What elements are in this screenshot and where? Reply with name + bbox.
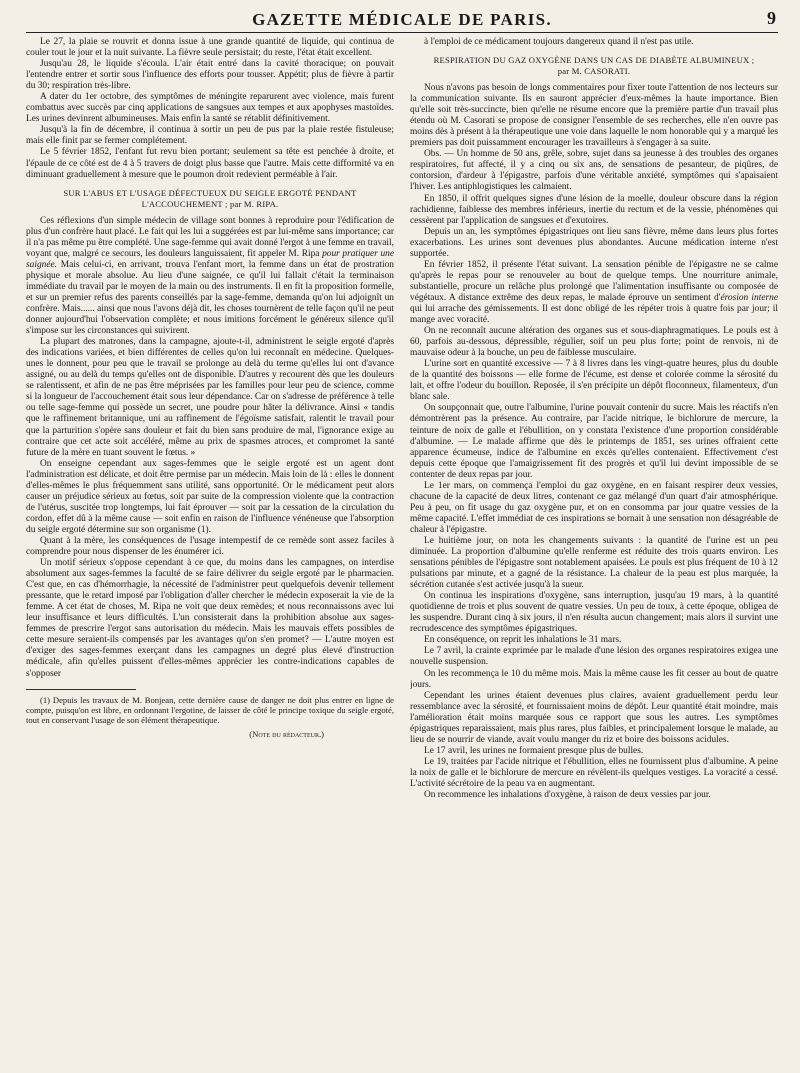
paragraph [410,260,778,326]
paragraph: Jusqu'au 28, le liquide s'écoula. L'air était entré dans la cavité thoracique; on pouvait l'entendre entrer et sortir sous l'influence des efforts pour tousser. Appétit; plus de fièvre à partir du 30; respiration très-libre. [26,59,394,92]
paragraph: La plupart des matrones, dans la campagne, ajoute-t-il, administrent le seigle ergoté d'après des indications variées, et bien différentes de celles qu'on lui reconnaît en médecine. Quelques-unes le donnent, pour peu que le travail se prolonge au delà du terme qu'elles lui ont d'avance assigné, ou au delà du temps qu'elles ont de disponible. D'autres y recourent dès que les douleurs se ralentissent, et afin de ne pas être méprisées par les familles pour leur peu de science, comme si la longueur de l'accouchement était sous leur dépendance. Car on s'adresse de préférence à telle ou telle sage-femme qui possède un secret, une poudre pour hâter la délivrance. Ainsi « tandis que le raffinement britannique, uni au raffinement de l'égoïsme satisfait, ralentit le travail pour que la parturition s'opère sans douleur et fait du bien sans produire de mal, l'ignorance exige au contraire que cet acte soit accéléré, même au prix de spasmes atroces, et compromet la santé future de la mère en tuant souvent le fœtus. » [26,337,394,458]
section-title [410,55,778,77]
footnote: (1) Depuis les travaux de M. Bonjean, cette dernière cause de danger ne doit plus entrer en ligne de compte, puisqu'on est libre, en ordonnant l'ergotine, de laisser de côté le principe toxique du seigle ergoté, tout en conservant l'usage de son élément thérapeutique. [26,694,394,726]
paragraph: Le 7 avril, la crainte exprimée par le malade d'une lésion des organes respiratoires exigea une nouvelle suspension. [410,646,778,668]
section-title: SUR L'ABUS ET L'USAGE DÉFECTUEUX DU SEIGLE ERGOTÉ PENDANT L'ACCOUCHEMENT ; par M. RIPA. [63,187,357,209]
paragraph: On les recommença le 10 du même mois. Mais la même cause les fit cesser au bout de quatre jours. [410,668,778,690]
section-author: par M. CASORATI. [557,66,631,77]
paragraph: En conséquence, on reprit les inhalations le 31 mars. [424,635,622,646]
paragraph: Obs. — Un homme de 50 ans, grêle, sobre, sujet dans sa jeunesse à des troubles des organes respiratoires, fut affecté, il y a cinq ou six ans, de sensations de pesanteur, de piqûres, de contorsion, d'ardeur à l'épigastre, parfois d'une véritable anxiété, symptômes qui s'apaisaient l'hiver. Les antiphlogistiques les calmaient. [410,149,778,193]
italic-text: érosion interne [720,292,778,303]
paragraph: Cependant les urines étaient devenues plus claires, avaient graduellement perdu leur ressemblance avec la sérosité, et fournissaient moins de dépôt. Leur quantité était moindre, mais l'amélioration était moins marquée sous ce rapport que sous les autres. Les symptômes épigastriques reparaissaient, mais plus rares, plus faibles, et principalement lorsque le malade, au lieu de se nourrir de viande, avait voulu manger du riz et boire des boissons acidules. [410,690,778,745]
paragraph: Le 5 février 1852, l'enfant fut revu bien portant; seulement sa tête est penchée à droite, et l'épaule de ce côté est de 4 à 5 travers de doigt plus basse que l'autre. Mais cette difformité va en diminuant graduellement à mesure que le poumon droit redevient perméable à l'air. [26,147,394,180]
paragraph: On ne reconnaît aucune altération des organes sus et sous-diaphragmatiques. Le pouls est à 60, parfois au-dessous, dépressible, régulier, soif un peu plus forte; point de renvois, ni de mauvaise odeur à la bouche, un peu de faiblesse musculaire. [410,326,778,359]
paragraph [26,216,394,338]
paragraph: On recommence les inhalations d'oxygène, à raison de deux vessies par jour. [424,790,711,801]
page-number: 9 [767,8,776,28]
paragraph: Le huitième jour, on nota les changements suivants : la quantité de l'urine est un peu diminuée. La proportion d'albumine qu'elle renferme est réduite des trois quarts environ. Les sensations pénibles de l'épigastre sont notablement apaisées. Le pouls est plus fréquent de 10 à 12 pulsations par minute, et a gagné de la résistance. La chaleur de la peau est plus marquée, la sécrétion cutanée s'est activée jusqu'à la sueur. [410,535,778,591]
paragraph: On soupçonnait que, outre l'albumine, l'urine pouvait contenir du sucre. Mais les réactifs n'en démontrèrent pas la présence. Au contraire, par l'acide nitrique, le bichlorure de mercure, la teinture de noix de galle et l'ébullition, on y constata l'existence d'une proportion considérable d'albumine. — Le malade affirme que dès le printemps de 1851, ses urines offraient cette apparence écumeuse, indice de l'albumine en excès qu'elles contenaient. Effectivement c'est depuis cette époque que l'amaigrissement fit des progrès et qu'il lui devint impossible de se contenter de deux repas par jour. [410,403,778,480]
paragraph: Quant à la mère, les conséquences de l'usage intempestif de ce remède sont assez faciles à comprendre pour nous dispenser de les énumérer ici. [26,535,394,558]
footnote-divider [26,689,136,690]
editor-note: (Note du rédacteur.) [249,728,324,739]
paragraph: On continua les inspirations d'oxygène, sans interruption, jusqu'au 19 mars, à la quantité quotidienne de trois et plus souvent de quatre vessies. Un peu de toux, à cette époque, obligea de les suspendre. Durant cinq à six jours, il n'en résulta aucun changement; mais alors il survint une recrudescence des symptômes épigastriques. [410,591,778,635]
page-header [26,6,778,33]
paragraph: Le 17 avril, les urines ne formaient presque plus de bulles. [424,745,644,756]
paragraph: On enseigne cependant aux sages-femmes que le seigle ergoté est un agent dont l'administration est délicate, et doit être permise par un médecin. Mais loin de là : elles le donnent d'elles-mêmes le plus fréquemment sans utilité, sans opportunité. Or le médicament peut alors causer un préjudice sérieux au fœtus, soit par suite de la compression violente que la contraction de l'utérus, suscitée trop longtemps, lui fait éprouver — soit par la cessation de la circulation du cordon, effet dû à la même cause — soit enfin en raison de l'influence vénéneuse que l'absorption du seigle ergoté détermine sur son organisme (1). [26,458,394,535]
paragraph: Le 19, traitées par l'acide nitrique et l'ébullition, elles ne fournissent plus d'albumine. A peine la noix de galle et le bichlorure de mercure en révèlent-ils quelques vestiges. La voracité a cessé. L'activité sécrétoire de la peau va en augmentant. [410,756,778,789]
left-column [26,37,394,1067]
paragraph: à l'emploi de ce médicament toujours dangereux quand il n'est pas utile. [424,37,694,47]
paragraph: Depuis un an, les symptômes épigastriques ont lieu sans fièvre, même dans leurs plus fortes exacerbations. Les urines sont devenues plus abondantes. Aucune médication interne n'est supportée. [410,226,778,259]
text-run: Ces réflexions d'un simple médecin de village sont bonnes à reproduire pour l'édification de plus d'un confrère haut placé. Le fait qui les lui a suggérées est par lui-même sans importance; car il n'a pas même pu être complété. Une sage-femme qui avait donné l'ergot à une femme en travail, voyant que, malgré ce secours, les douleurs languissaient, fit appeler M. Ripa [26,215,394,259]
text-run: Mais celui-ci, en arrivant, trouva l'enfant mort, la femme dans un état de prostration physique et morale absolue. Au lieu d'une saignée, ce qu'il lui fallait c'était la terminaison immédiate du travail par le moyen de la main ou des instruments. Il en fit la proposition formelle, et sur un premier refus des parents conseillés par la sage-femme, demanda qu'on lui adjoignît un confrère. Mais...... ainsi que nous l'avons déjà dit, les choses tournèrent de telle façon qu'il ne peut donner aujourd'hui l'observation complète; et nous imitions forcément le généreux silence qu'il s'impose sur les circonstances qui suivirent. [26,259,394,337]
paragraph: En 1850, il offrit quelques signes d'une lésion de la moelle, douleur obscure dans la région rachidienne, faiblesse des membres inférieurs, inertie du rectum et de la vessie, phénomènes qui cessèrent par l'application de sangsues et d'exutoires. [410,193,778,226]
masthead: GAZETTE MÉDICALE DE PARIS. [252,10,552,29]
paragraph: A dater du 1er octobre, des symptômes de méningite reparurent avec violence, mais furent combattus avec succès par cinq applications de sangsues aux tempes et aux apophyses mastoïdes. Les urines devinrent albumineuses. Mais enfin la santé se rétablit définitivement. [26,92,394,125]
paragraph: Le 1er mars, on commença l'emploi du gaz oxygène, en en faisant respirer deux vessies, chacune de la capacité de deux litres, contenant ce gaz mélangé d'un quart d'air atmosphérique. Peu à peu, on fit usage du gaz oxygène pur, et on en consomma par jour quatre vessies de la même capacité. L'effet immédiat de ces inspirations se bornait à une sensation non désagréable de chaleur à l'épigastre. [410,480,778,535]
paragraph: Un motif sérieux s'oppose cependant à ce que, du moins dans les campagnes, on interdise absolument aux sages-femmes la faculté de se faire délivrer du seigle ergoté par le pharmacien. C'est que, en cas d'hémorrhagie, la nécessité de l'administrer peut quelquefois devenir tellement pressante, que le retard imposé par l'obligation d'aller chercher le médecin exposerait la vie de la femme. A cet état de choses, M. Ripa ne voit que deux remèdes; et nous reconnaissons avec lui leur insuffisance et leurs difficultés. L'un consisterait dans la prohibition absolue aux sages-femmes de prescrire l'ergot sans autorisation du médecin. Mais les mauvais effets possibles de cette mesure seraient-ils compensés par les avantages qu'on s'en promet? — L'autre moyen est d'exiger des sages-femmes exerçant dans les campagnes un degré plus élevé d'instruction médicale, afin qu'elles puissent d'elles-mêmes apprécier les contre-indications capables de s'opposer [26,558,394,679]
paragraph: Le 27, la plaie se rouvrit et donna issue à une grande quantité de liquide, qui continua de couler tout le jour et la nuit suivante. La fièvre seule persistait; du reste, l'état était excellent. [26,37,394,59]
right-column [410,37,778,1067]
text-run: En février 1852, il présente l'état suivant. La sensation pénible de l'épigastre ne se calme qu'après le repas pour se renouveler au bout de quelque temps. Une nourriture animale, substantielle, procure un relâche plus prolongé que l'alimentation insuffisante ou composée de végétaux. A distance extrême des deux repas, le malade éprouve un sentiment d' [410,259,778,303]
text-run: qui lui arrache des gémissements. Il est donc obligé de les répéter trois à quatre fois par jour; il mange avec voracité. [410,303,778,326]
paragraph: Jusqu'à la fin de décembre, il continua à sortir un peu de pus par la plaie restée fistuleuse; mais elle finit par se fermer complétement. [26,125,394,147]
columns [26,37,778,1067]
italic-text: pour pratiquer une saignée. [26,248,394,270]
paragraph: L'urine sort en quantité excessive — 7 à 8 livres dans les vingt-quatre heures, plus du double de la quantité des boissons — elle forme de l'écume, est dense et colorée comme la sérosité du lait, et offre l'odeur du bouillon. Reposée, il s'en précipite un dépôt floconneux, filamenteux, d'un blanc sale. [410,359,778,403]
section-title-text: RESPIRATION DU GAZ OXYGÈNE DANS UN CAS DE DIABÈTE ALBUMINEUX ; [433,55,755,66]
paragraph: Nous n'avons pas besoin de longs commentaires pour fixer toute l'attention de nos lecteurs sur la communication suivante. Ils en sauront apprécier d'eux-mêmes la haute importance. Bien qu'elle soit très-succincte, bien qu'elle ne résume encore que la première partie d'un travail plus étendu où M. Casorati se propose de consigner l'ensemble de ses recherches, elle n'en ouvre pas moins dès à présent à la thérapeutique une voie dans laquelle le nom honorable qui y a marqué les premiers pas doit puissamment encourager les travailleurs à s'engager à sa suite. [410,83,778,149]
